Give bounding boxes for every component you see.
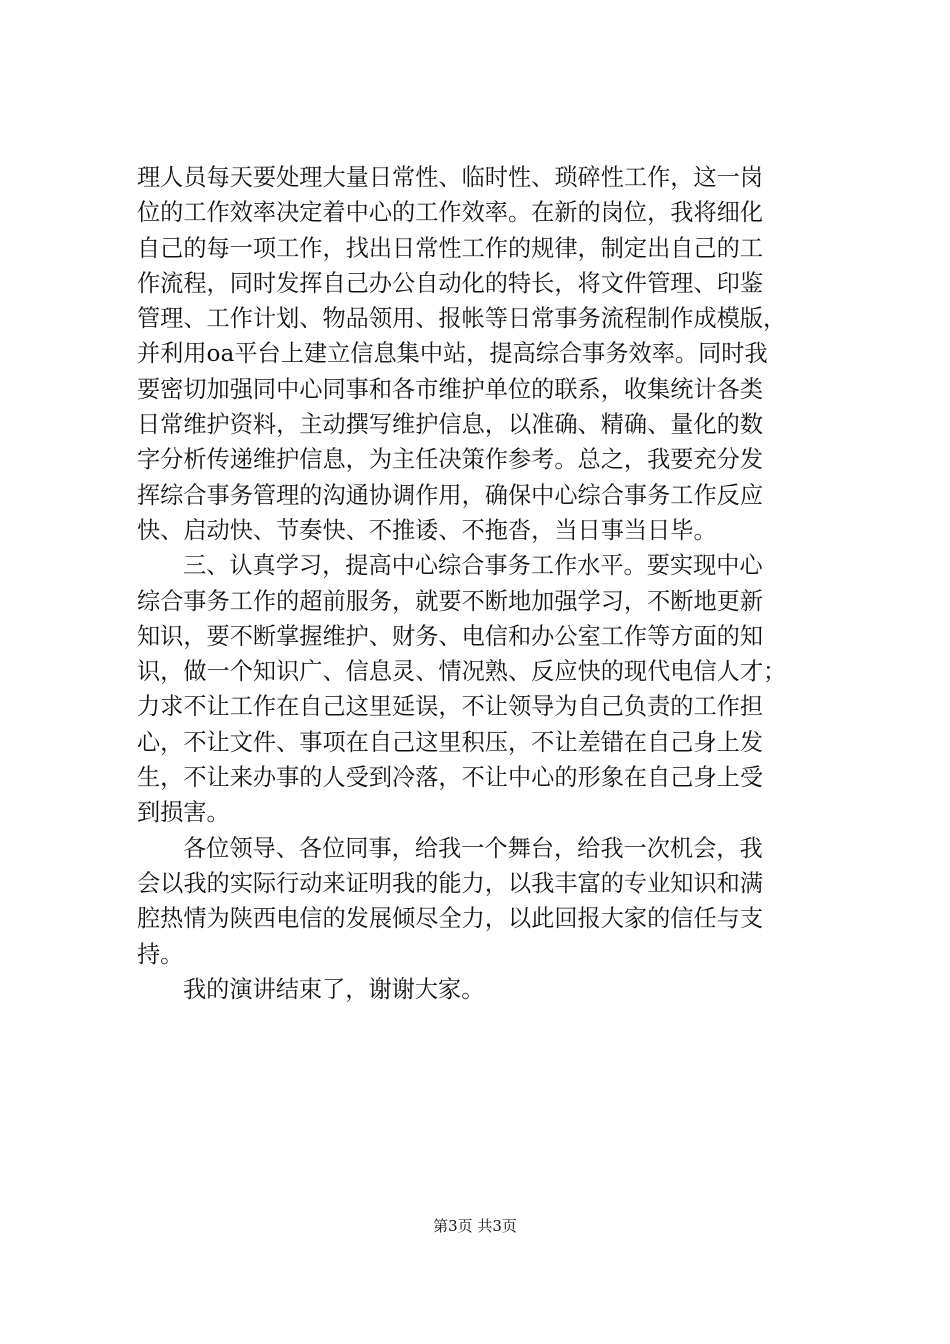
text-line: 心，不让文件、事项在自己这里积压，不让差错在自己身上发 (137, 728, 764, 756)
text-line: 要密切加强同中心同事和各市维护单位的联系，收集统计各类 (137, 375, 764, 403)
text-line: 生，不让来办事的人受到冷落，不让中心的形象在自己身上受 (137, 764, 764, 792)
text-line: 综合事务工作的超前服务，就要不断地加强学习，不断地更新 (137, 587, 764, 615)
text-line: 位的工作效率决定着中心的工作效率。在新的岗位，我将细化 (137, 199, 764, 227)
paragraph-start-line: 我的演讲结束了，谢谢大家。 (183, 975, 485, 1003)
text-line: 自己的每一项工作，找出日常性工作的规律，制定出自己的工 (137, 234, 764, 262)
text-line: 到损害。 (137, 799, 230, 827)
paragraph-start-line: 三、认真学习，提高中心综合事务工作水平。要实现中心 (183, 552, 763, 580)
text-line: 力求不让工作在自己这里延误，不让领导为自己负责的工作担 (137, 693, 764, 721)
page-number-footer: 第3页 共3页 (433, 1217, 517, 1235)
text-line: 并利用oa平台上建立信息集中站，提高综合事务效率。同时我 (137, 340, 768, 368)
text-line: 作流程，同时发挥自己办公自动化的特长，将文件管理、印鉴 (137, 269, 764, 297)
text-line: 字分析传递维护信息，为主任决策作参考。总之，我要充分发 (137, 446, 764, 474)
text-line: 日常维护资料，主动撰写维护信息，以准确、精确、量化的数 (137, 411, 764, 439)
text-line: 挥综合事务管理的沟通协调作用，确保中心综合事务工作反应 (137, 481, 764, 509)
document-body (137, 160, 837, 1007)
paragraph-start-line: 各位领导、各位同事，给我一个舞台，给我一次机会，我 (183, 834, 763, 862)
text-line: 知识，要不断掌握维护、财务、电信和办公室工作等方面的知 (137, 622, 764, 650)
text-line: 快、启动快、节奏快、不推诿、不拖沓，当日事当日毕。 (137, 516, 717, 544)
text-line: 识，做一个知识广、信息灵、情况熟、反应快的现代电信人才； (137, 658, 787, 686)
text-line: 理人员每天要处理大量日常性、临时性、琐碎性工作，这一岗 (137, 164, 764, 191)
text-line: 持。 (137, 940, 184, 968)
text-line: 腔热情为陕西电信的发展倾尽全力，以此回报大家的信任与支 (137, 905, 764, 933)
text-line: 会以我的实际行动来证明我的能力，以我丰富的专业知识和满 (137, 869, 764, 897)
text-line: 管理、工作计划、物品领用、报帐等日常事务流程制作成模版， (137, 305, 787, 333)
